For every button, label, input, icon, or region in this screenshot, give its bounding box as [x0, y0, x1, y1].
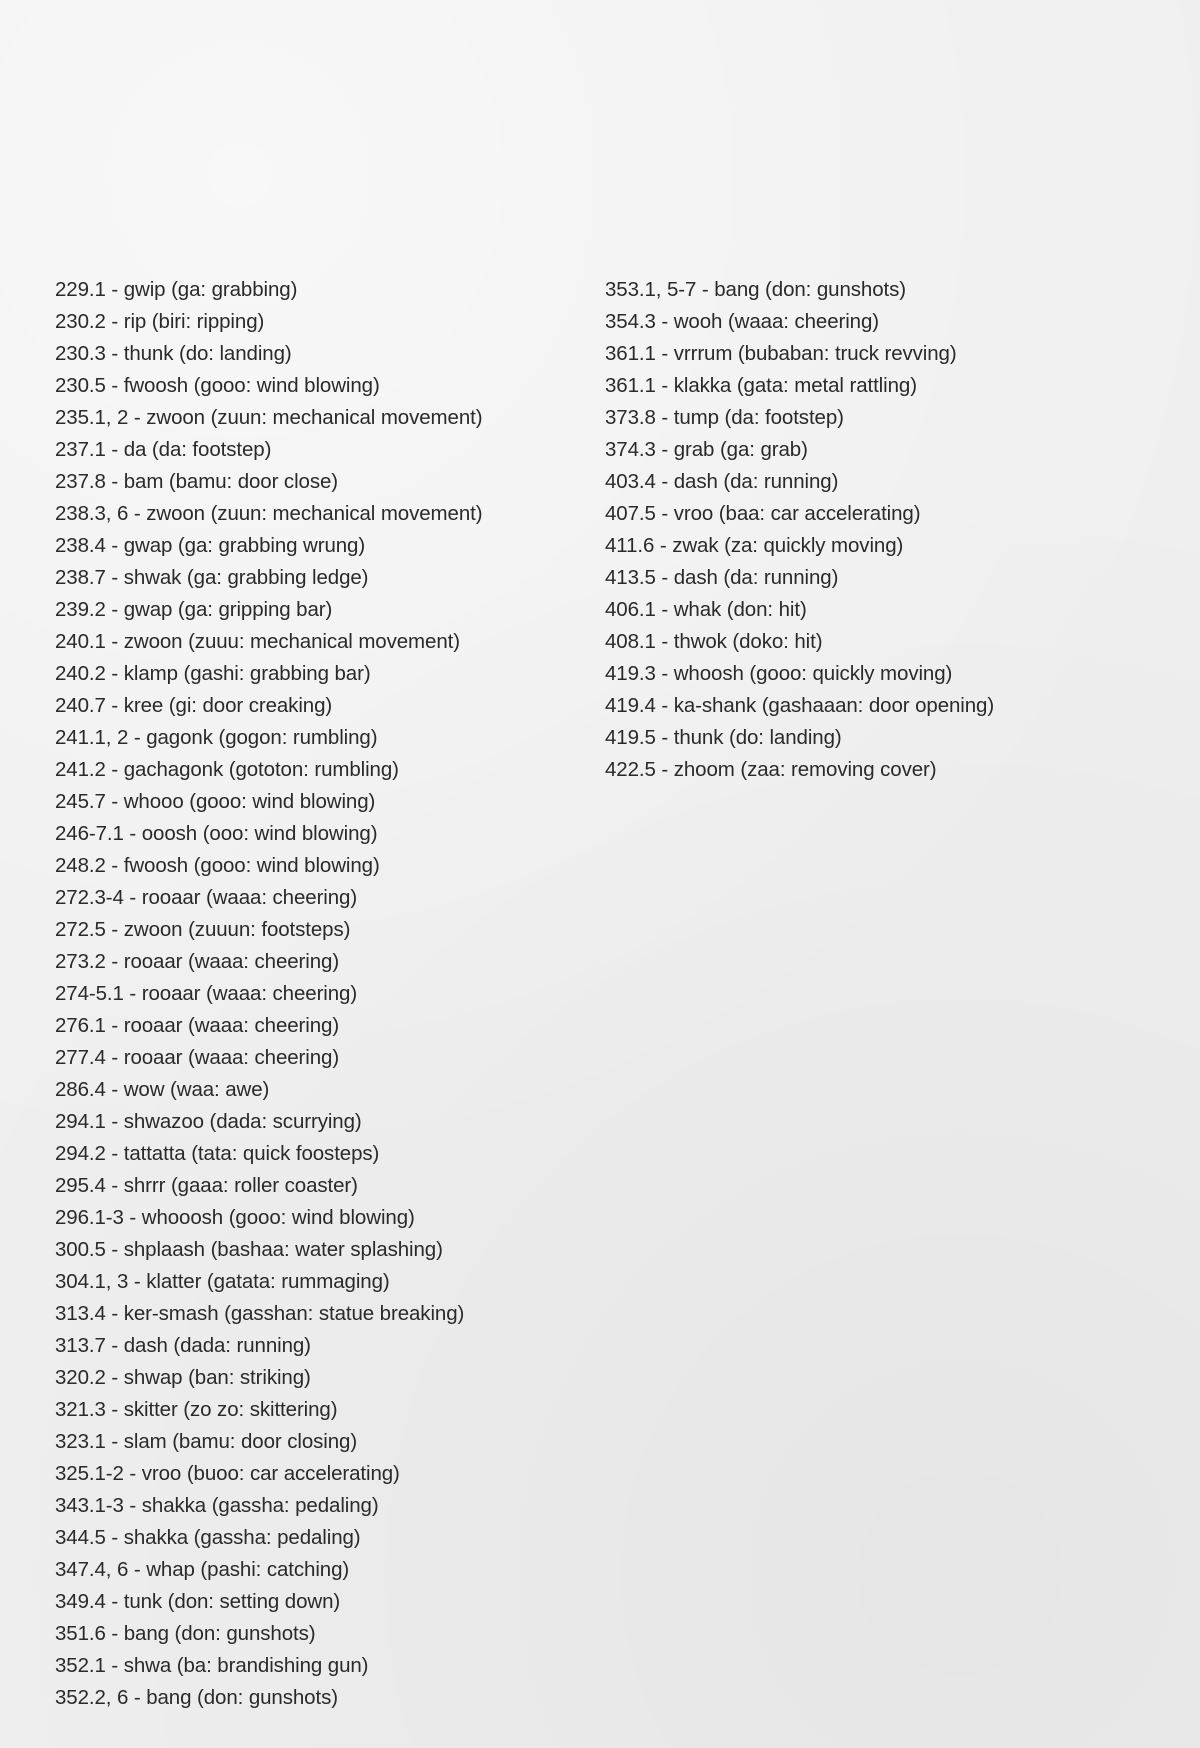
sfx-entry: 374.3 - grab (ga: grab)	[605, 438, 808, 461]
sfx-entry: 272.3-4 - rooaar (waaa: cheering)	[55, 886, 358, 909]
sfx-list-left-column	[55, 274, 482, 1714]
sfx-entry: 352.1 - shwa (ba: brandishing gun)	[55, 1654, 369, 1677]
sfx-entry: 422.5 - zhoom (zaa: removing cover)	[605, 758, 937, 781]
sfx-entry: 320.2 - shwap (ban: striking)	[55, 1366, 311, 1389]
sfx-entry: 352.2, 6 - bang (don: gunshots)	[55, 1686, 338, 1709]
sfx-entry: 230.3 - thunk (do: landing)	[55, 342, 292, 365]
sfx-entry: 419.3 - whoosh (gooo: quickly moving)	[605, 662, 953, 685]
sfx-entry: 246-7.1 - ooosh (ooo: wind blowing)	[55, 822, 378, 845]
sfx-entry: 239.2 - gwap (ga: gripping bar)	[55, 598, 333, 621]
sfx-entry: 361.1 - klakka (gata: metal rattling)	[605, 374, 917, 397]
sfx-entry: 419.4 - ka-shank (gashaaan: door opening)	[605, 694, 995, 717]
sfx-entry: 230.2 - rip (biri: ripping)	[55, 310, 265, 333]
sfx-entry: 272.5 - zwoon (zuuun: footsteps)	[55, 918, 351, 941]
sfx-entry: 300.5 - shplaash (bashaa: water splashing)	[55, 1238, 443, 1261]
sfx-entry: 273.2 - rooaar (waaa: cheering)	[55, 950, 340, 973]
sfx-entry: 406.1 - whak (don: hit)	[605, 598, 807, 621]
sfx-entry: 321.3 - skitter (zo zo: skittering)	[55, 1398, 338, 1421]
sfx-entry: 237.1 - da (da: footstep)	[55, 438, 272, 461]
sfx-entry: 276.1 - rooaar (waaa: cheering)	[55, 1014, 340, 1037]
sfx-entry: 286.4 - wow (waa: awe)	[55, 1078, 270, 1101]
sfx-entry: 413.5 - dash (da: running)	[605, 566, 839, 589]
sfx-entry: 238.3, 6 - zwoon (zuun: mechanical movement)	[55, 502, 483, 525]
sfx-entry: 238.4 - gwap (ga: grabbing wrung)	[55, 534, 366, 557]
sfx-entry: 240.2 - klamp (gashi: grabbing bar)	[55, 662, 371, 685]
sfx-entry: 235.1, 2 - zwoon (zuun: mechanical movement)	[55, 406, 483, 429]
sfx-entry: 344.5 - shakka (gassha: pedaling)	[55, 1526, 361, 1549]
sfx-entry: 237.8 - bam (bamu: door close)	[55, 470, 338, 493]
sfx-entry: 313.4 - ker-smash (gasshan: statue breaking)	[55, 1302, 465, 1325]
sfx-entry: 323.1 - slam (bamu: door closing)	[55, 1430, 358, 1453]
sfx-entry: 411.6 - zwak (za: quickly moving)	[605, 534, 904, 557]
sfx-entry: 294.1 - shwazoo (dada: scurrying)	[55, 1110, 362, 1133]
sfx-entry: 248.2 - fwoosh (gooo: wind blowing)	[55, 854, 380, 877]
sfx-entry: 403.4 - dash (da: running)	[605, 470, 839, 493]
sfx-entry: 241.2 - gachagonk (gototon: rumbling)	[55, 758, 399, 781]
sfx-entry: 419.5 - thunk (do: landing)	[605, 726, 842, 749]
sfx-entry: 347.4, 6 - whap (pashi: catching)	[55, 1558, 350, 1581]
sfx-entry: 240.1 - zwoon (zuuu: mechanical movement)	[55, 630, 460, 653]
sfx-entry: 354.3 - wooh (waaa: cheering)	[605, 310, 880, 333]
sfx-entry: 353.1, 5-7 - bang (don: gunshots)	[605, 278, 906, 301]
sfx-entry: 361.1 - vrrrum (bubaban: truck revving)	[605, 342, 957, 365]
sfx-entry: 313.7 - dash (dada: running)	[55, 1334, 311, 1357]
sfx-entry: 277.4 - rooaar (waaa: cheering)	[55, 1046, 340, 1069]
sfx-entry: 245.7 - whooo (gooo: wind blowing)	[55, 790, 376, 813]
sfx-entry: 343.1-3 - shakka (gassha: pedaling)	[55, 1494, 379, 1517]
sfx-entry: 230.5 - fwoosh (gooo: wind blowing)	[55, 374, 380, 397]
sfx-entry: 241.1, 2 - gagonk (gogon: rumbling)	[55, 726, 378, 749]
sfx-entry: 240.7 - kree (gi: door creaking)	[55, 694, 333, 717]
sfx-entry: 229.1 - gwip (ga: grabbing)	[55, 278, 298, 301]
sfx-entry: 294.2 - tattatta (tata: quick foosteps)	[55, 1142, 380, 1165]
sfx-entry: 373.8 - tump (da: footstep)	[605, 406, 844, 429]
sfx-entry: 408.1 - thwok (doko: hit)	[605, 630, 823, 653]
sfx-entry: 325.1-2 - vroo (buoo: car accelerating)	[55, 1462, 400, 1485]
sfx-entry: 304.1, 3 - klatter (gatata: rummaging)	[55, 1270, 390, 1293]
sfx-entry: 238.7 - shwak (ga: grabbing ledge)	[55, 566, 369, 589]
sfx-entry: 349.4 - tunk (don: setting down)	[55, 1590, 341, 1613]
sfx-entry: 274-5.1 - rooaar (waaa: cheering)	[55, 982, 358, 1005]
sfx-entry: 296.1-3 - whooosh (gooo: wind blowing)	[55, 1206, 415, 1229]
sfx-list-right-column	[605, 274, 994, 786]
sfx-entry: 295.4 - shrrr (gaaa: roller coaster)	[55, 1174, 358, 1197]
sfx-entry: 351.6 - bang (don: gunshots)	[55, 1622, 316, 1645]
sfx-entry: 407.5 - vroo (baa: car accelerating)	[605, 502, 921, 525]
